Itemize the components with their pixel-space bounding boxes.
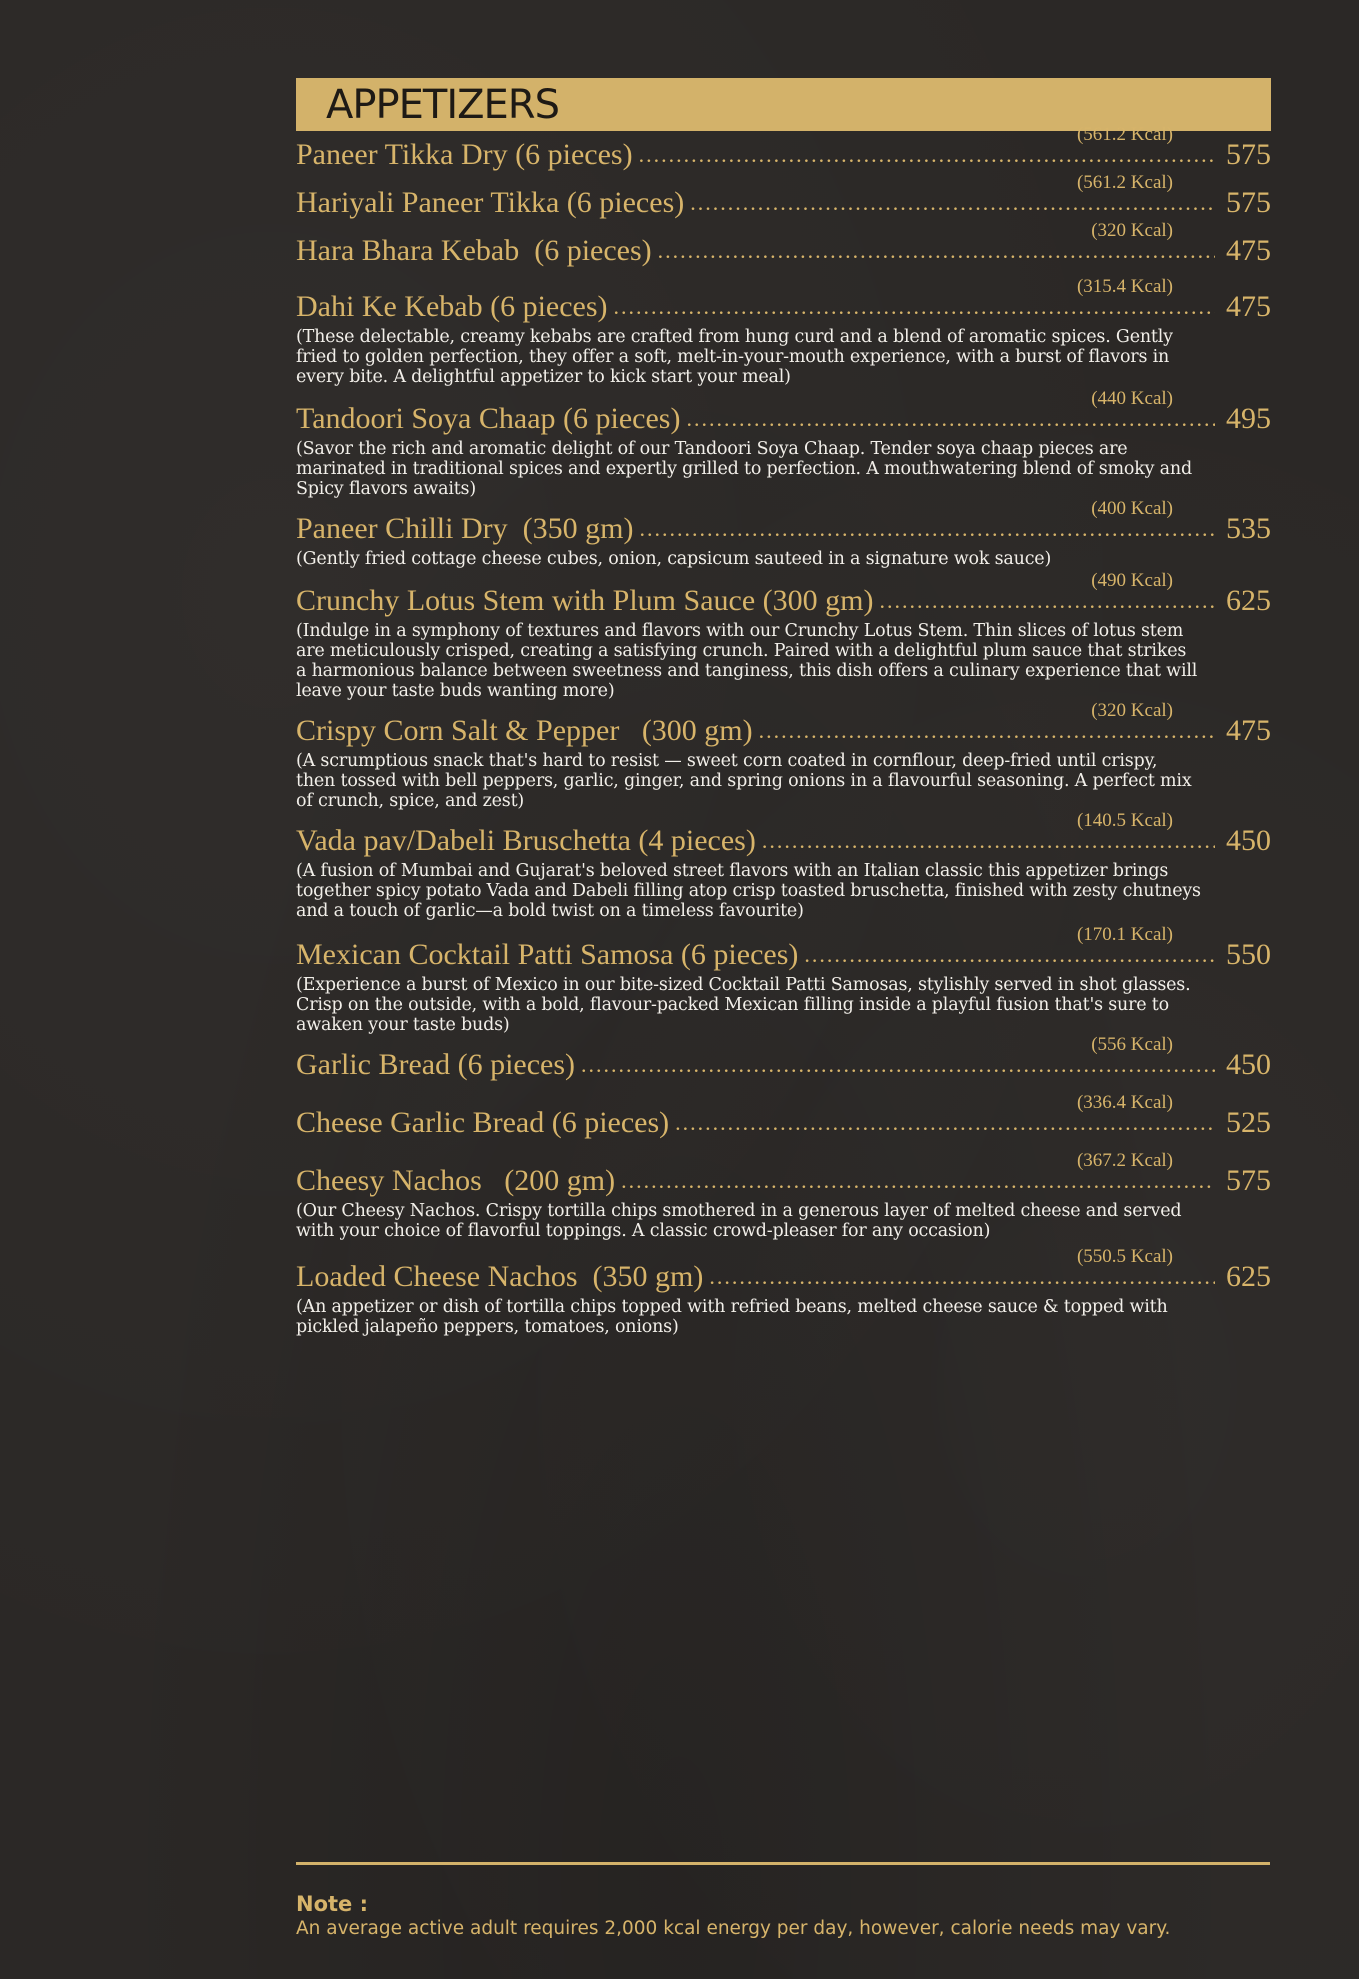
item-kcal: (367.2 Kcal) [1076,1150,1173,1171]
item-price: 475 [1226,714,1271,747]
item-price: 535 [1226,512,1271,545]
item-description: (A fusion of Mumbai and Gujarat's beloved street flavors with an Italian classic this appetizer brings together spicy potato Vada and Dabeli filling atop crisp toasted bruschetta, finished with zesty chutneys and a touch of garlic—a bold twist on a timeless favourite) [296,861,1201,921]
item-name: Dahi Ke Kebab (6 pieces) [296,290,608,323]
menu-item [296,924,1271,1035]
menu-item [296,1034,1271,1089]
item-name: Mexican Cocktail Patti Samosa (6 pieces) [296,938,799,971]
item-name: Tandoori Soya Chaap (6 pieces) [296,402,681,435]
menu-item [296,810,1271,921]
menu-item [296,220,1271,275]
item-kcal: (140.5 Kcal) [1076,810,1173,831]
menu-item [296,700,1271,811]
item-description: (Our Cheesy Nachos. Crispy tortilla chips smothered in a generous layer of melted cheese and served with your choice of flavorful toppings. A classic crowd-pleaser for any occasion) [296,1201,1182,1241]
item-description: (Savor the rich and aromatic delight of our Tandoori Soya Chaap. Tender soya chaap pieces are marinated in traditional spices and expertly grilled to perfection. A mouthwatering blend of smoky and Spicy flavors awaits) [296,439,1192,499]
menu-item [296,388,1271,499]
note-title: Note : [296,1892,368,1916]
item-name: Hara Bhara Kebab (6 pieces) [296,234,652,267]
item-description: (Gently fried cottage cheese cubes, onion, capsicum sauteed in a signature wok sauce) [296,549,1052,569]
item-price: 575 [1226,186,1271,219]
item-kcal: (315.4 Kcal) [1076,276,1173,297]
footer-divider [296,1862,1270,1865]
item-description: (A scrumptious snack that's hard to resist — sweet corn coated in cornflour, deep-fried until crispy, then tossed with bell peppers, garlic, ginger, and spring onions in a flavourful seasoning. A perfect mix of crunch, spice, and zest) [296,751,1192,811]
item-price: 475 [1226,234,1271,267]
item-kcal: (440 Kcal) [1091,388,1173,409]
item-name: Hariyali Paneer Tikka (6 pieces) [296,186,685,219]
item-price: 475 [1226,290,1271,323]
note-text: An average active adult requires 2,000 kcal energy per day, however, calorie needs may vary. [296,1918,1171,1939]
item-name: Cheese Garlic Bread (6 pieces) [296,1106,670,1139]
item-name: Loaded Cheese Nachos (350 gm) [296,1260,704,1293]
item-price: 495 [1226,402,1271,435]
item-name: Paneer Tikka Dry (6 pieces) [296,138,633,171]
menu-page [296,78,1271,1343]
item-price: 550 [1226,938,1271,971]
menu-item [296,1092,1271,1147]
menu-item [296,1150,1271,1241]
item-name: Vada pav/Dabeli Bruschetta (4 pieces) [296,824,756,857]
item-kcal: (400 Kcal) [1091,498,1173,519]
item-kcal: (561.2 Kcal) [1076,172,1173,193]
item-name: Crispy Corn Salt & Pepper (300 gm) [296,714,753,747]
menu-item [296,498,1271,569]
menu-item [296,1246,1271,1337]
item-name: Crunchy Lotus Stem with Plum Sauce (300 gm) [296,584,874,617]
section-title: APPETIZERS [326,81,559,128]
item-kcal: (550.5 Kcal) [1076,1246,1173,1267]
item-description: (Experience a burst of Mexico in our bite-sized Cocktail Patti Samosas, stylishly served in shot glasses. Crisp on the outside, with a bold, flavour-packed Mexican filling inside a playful fusion that's sure to awaken your taste buds) [296,975,1191,1035]
item-kcal: (320 Kcal) [1091,220,1173,241]
item-price: 575 [1226,1164,1271,1197]
item-description: (An appetizer or dish of tortilla chips topped with refried beans, melted cheese sauce & topped with pickled jalapeño peppers, tomatoes, onions) [296,1297,1168,1337]
item-price: 450 [1226,1048,1271,1081]
menu-item [296,276,1271,387]
item-price: 625 [1226,1260,1271,1293]
item-kcal: (490 Kcal) [1091,570,1173,591]
item-kcal: (336.4 Kcal) [1076,1092,1173,1113]
menu-item [296,570,1271,701]
item-price: 625 [1226,584,1271,617]
item-price: 575 [1226,138,1271,171]
menu-items-list [296,124,1271,1337]
item-price: 525 [1226,1106,1271,1139]
item-kcal: (170.1 Kcal) [1076,924,1173,945]
item-description: (Indulge in a symphony of textures and flavors with our Crunchy Lotus Stem. Thin slices of lotus stem are meticulously crisped, creating a satisfying crunch. Paired with a delightful plum sauce that strikes a harmonious balance between sweetness and tanginess, this dish offers a culinary experience that will leave your taste buds wanting more) [296,621,1198,701]
item-kcal: (556 Kcal) [1091,1034,1173,1055]
item-kcal: (561.2 Kcal) [1076,124,1173,145]
item-kcal: (320 Kcal) [1091,700,1173,721]
item-name: Garlic Bread (6 pieces) [296,1048,576,1081]
item-name: Paneer Chilli Dry (350 gm) [296,512,634,545]
item-price: 450 [1226,824,1271,857]
item-description: (These delectable, creamy kebabs are crafted from hung curd and a blend of aromatic spices. Gently fried to golden perfection, they offer a soft, melt-in-your-mouth experience, with a burst of flavors in every bite. A delightful appetizer to kick start your meal) [296,327,1173,387]
item-name: Cheesy Nachos (200 gm) [296,1164,616,1197]
